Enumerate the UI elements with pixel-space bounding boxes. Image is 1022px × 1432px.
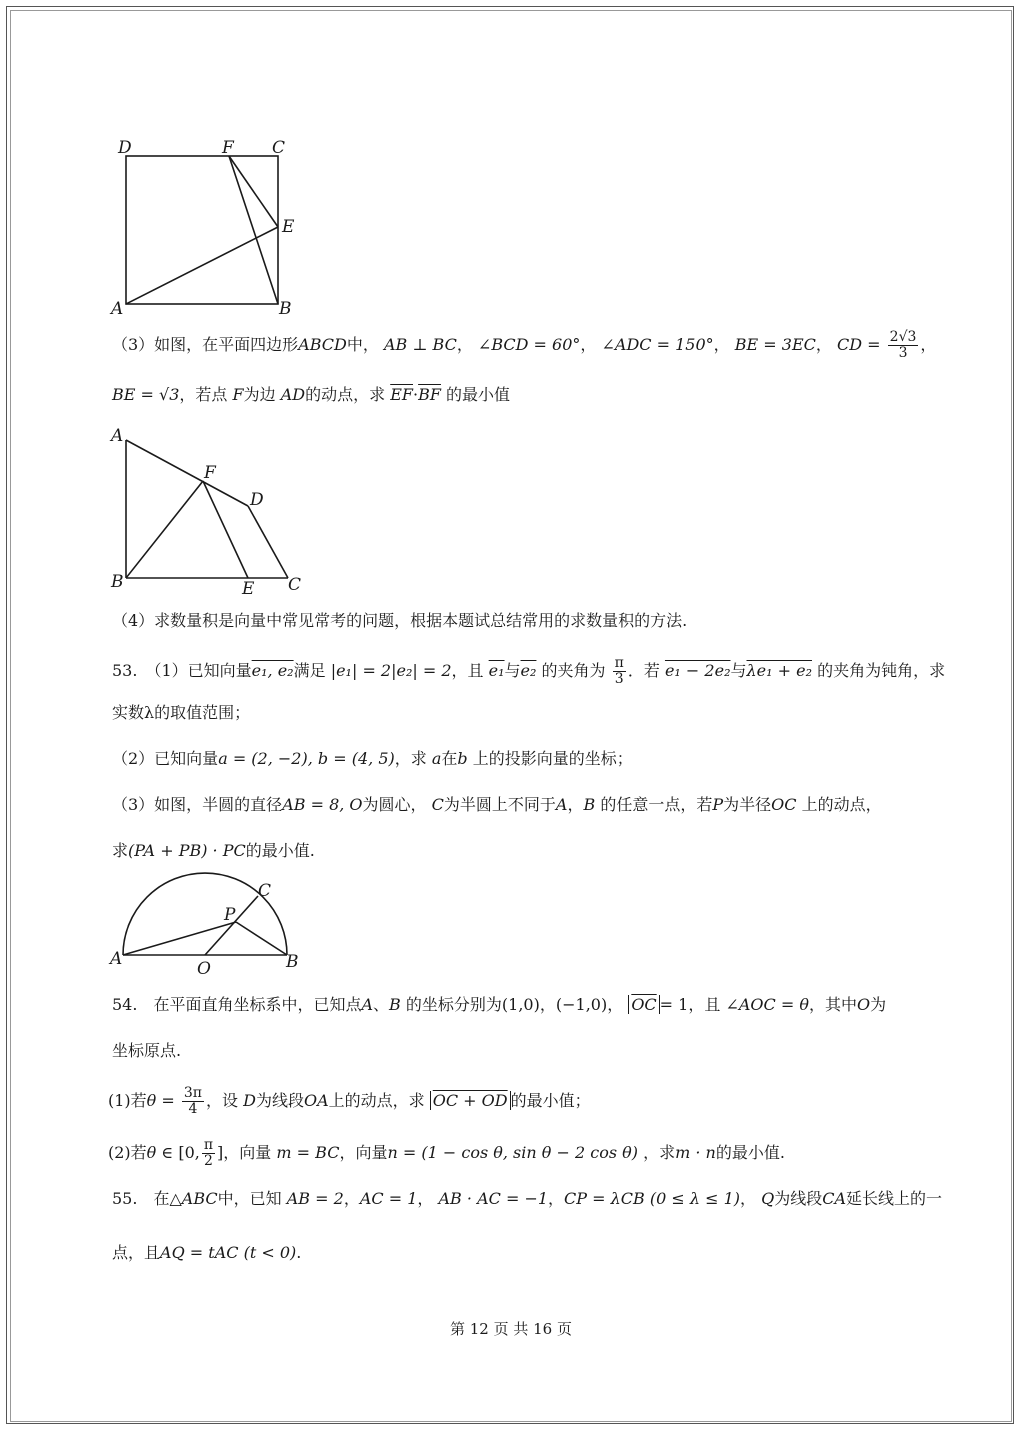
fig3-label-c: C (258, 881, 272, 901)
fig3-label-b: B (286, 952, 299, 972)
fig2-label-a: A (111, 426, 124, 446)
fig1-label-b: B (279, 299, 292, 319)
fig1-label-f: F (222, 138, 234, 158)
fig3-label-p: P (224, 905, 236, 925)
q53-line5: 求(PA + PB) · PC的最小值. (112, 841, 315, 860)
q55-line2: 点，且AQ = tAC (t < 0). (112, 1243, 302, 1262)
q3-line1: （3）如图，在平面四边形ABCD中， AB ⊥ BC， ∠BCD = 60°， ∠ADC = 150°， BE = 3EC， CD = $\frac{2√3}{3}$ ， (112, 329, 937, 361)
fraction-3pi-over-4: $\frac{3\pi}{4}$ (183, 1085, 202, 1117)
q53-line2: 实数λ的取值范围； (112, 703, 251, 722)
q55-line1: 55. 在△ABC中，已知 AB = 2，AC = 1， AB · AC = −1，CP = λCB (0 ≤ λ ≤ 1)， Q为线段CA延长线上的一 (112, 1189, 943, 1208)
fraction-pi-over-3: $\frac{\pi}{3}$ (614, 655, 624, 687)
q54-line2: 坐标原点. (112, 1041, 182, 1060)
q53-line1: 53. （1）已知向量e₁, e₂满足 |e₁| = 2|e₂| = 2，且 e₁与e₂ 的夹角为 $\frac{\pi}{3}$ ．若 e₁ − 2e₂与λe₁ + e₂ 的夹角为钝角，求 (112, 655, 946, 687)
q54-part2: (2)若θ ∈ [0, $\frac{\pi}{2}$ ]，向量 m = BC，向量n = (1 − cos θ, sin θ − 2 cos θ) ，求m · n的最小值. (108, 1137, 785, 1169)
q54-line1: 54. 在平面直角坐标系中，已知点A、B 的坐标分别为(1,0)，(−1,0)， $\overline{OC} = 1$，且 ∠AOC = θ，其中O为 (112, 995, 887, 1014)
q53-line4: （3）如图，半圆的直径AB = 8, O为圆心， C为半圆上不同于A，B 的任意一点，若P为半径OC 上的动点， (112, 795, 882, 814)
fig2-label-d: D (250, 490, 264, 510)
fig2-label-f: F (204, 463, 216, 483)
fig1-label-d: D (118, 138, 132, 158)
fig3-label-a: A (110, 949, 123, 969)
fig2-label-e: E (242, 579, 255, 599)
fig2-label-c: C (288, 575, 302, 595)
fig2-label-b: B (111, 572, 124, 592)
fig1-label-e: E (282, 217, 295, 237)
q54-part1: (1)若θ = $\frac{3\pi}{4}$ ，设 D为线段OA上的动点，求 OC + OD 的最小值； (108, 1085, 591, 1117)
fig1-label-c: C (272, 138, 286, 158)
fraction-2sqrt3-over-3: $\frac{2√3}{3}$ (889, 329, 917, 361)
q53-line3: （2）已知向量a = (2, −2), b = (4, 5)，求 a在b 上的投影向量的坐标； (112, 749, 633, 768)
fig1-label-a: A (111, 299, 124, 319)
fig3-label-o: O (197, 959, 211, 979)
q3-line2: BE = √3，若点 F为边 AD的动点，求 $\overline{EF}\cdot\overline{BF}$ 的最小值 (112, 385, 511, 404)
q4-text: （4）求数量积是向量中常见常考的问题，根据本题试总结常用的求数量积的方法. (112, 611, 688, 630)
fraction-pi-over-2: $\frac{\pi}{2}$ (203, 1137, 214, 1169)
page-footer: 第 12 页 共 16 页 (449, 1320, 572, 1338)
